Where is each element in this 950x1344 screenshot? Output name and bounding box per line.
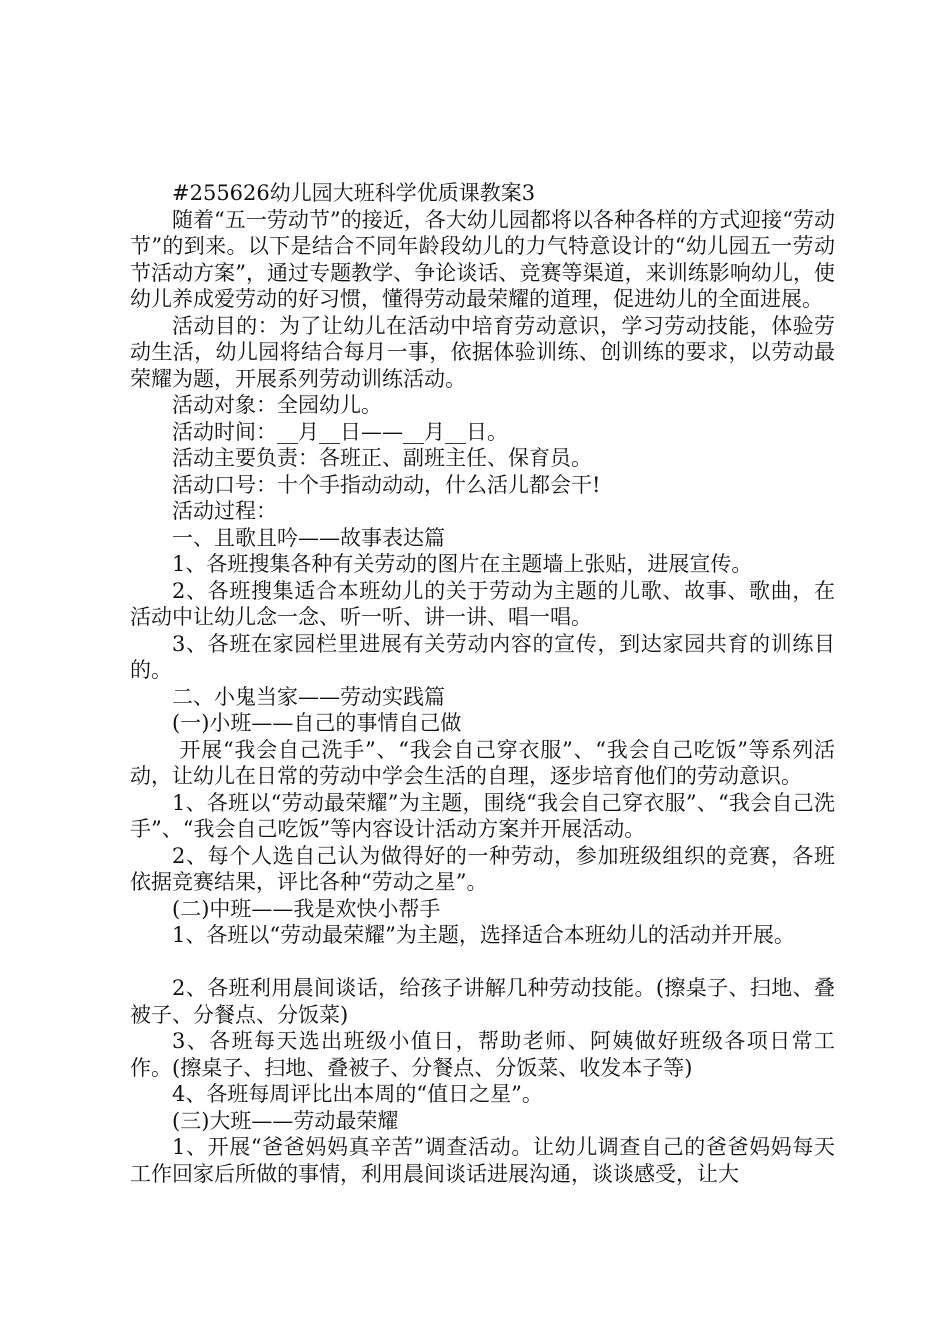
section-one-item-3: 3、各班在家园栏里进展有关劳动内容的宣传，到达家园共育的训练目的。 xyxy=(130,631,835,682)
middle-class-item-3: 3、各班每天选出班级小值日，帮助老师、阿姨做好班级各项日常工作。(擦桌子、扫地、叠被子、分餐点、分饭菜、收发本子等) xyxy=(130,1029,835,1080)
small-class-item-2: 2、每个人选自己认为做得好的一种劳动，参加班级组织的竞赛，各班依据竞赛结果，评比各种“劳动之星”。 xyxy=(130,843,835,894)
small-class-intro: 开展“我会自己洗手”、“我会自己穿衣服”、“我会自己吃饭”等系列活动，让幼儿在日常的劳动中学会生活的自理，逐步培育他们的劳动意识。 xyxy=(130,737,835,788)
section-one-heading: 一、且歌且吟——故事表达篇 xyxy=(172,525,445,550)
section-two-heading: 二、小鬼当家——劳动实践篇 xyxy=(172,684,445,709)
activity-time: 活动时间：__月__日——__月__日。 xyxy=(172,419,508,444)
middle-class-item-2: 2、各班利用晨间谈话，给孩子讲解几种劳动技能。(擦桌子、扫地、叠被子、分餐点、分饭菜) xyxy=(130,976,835,1027)
large-class-item-1: 1、开展“爸爸妈妈真辛苦”调查活动。让幼儿调查自己的爸爸妈妈每天工作回家后所做的事情，利用晨间谈话进展沟通，谈谈感受，让大 xyxy=(130,1135,835,1186)
activity-responsible: 活动主要负责：各班正、副班主任、保育员。 xyxy=(172,446,592,470)
activity-slogan: 活动口号：十个手指动动动，什么活儿都会干! xyxy=(172,472,601,497)
middle-class-heading: (二)中班——我是欢快小帮手 xyxy=(172,896,441,921)
activity-target: 活动对象：全园幼儿。 xyxy=(172,393,382,417)
intro-paragraph: 随着“五一劳动节”的接近，各大幼儿园都将以各种各样的方式迎接“劳动节”的到来。以下是结合不同年龄段幼儿的力气特意设计的“幼儿园五一劳动节活动方案”，通过专题教学、争论谈话、竞赛等渠道，来训练影响幼儿，使幼儿养成爱劳动的好习惯，懂得劳动最荣耀的道理，促进幼儿的全面进展。 xyxy=(130,207,835,311)
blank-line xyxy=(130,949,835,976)
middle-class-item-1: 1、各班以“劳动最荣耀”为主题，选择适合本班幼儿的活动并开展。 xyxy=(172,923,795,947)
activity-process-heading: 活动过程： xyxy=(172,499,277,523)
large-class-heading: (三)大班——劳动最荣耀 xyxy=(172,1108,399,1133)
activity-purpose: 活动目的：为了让幼儿在活动中培育劳动意识，学习劳动技能，体验劳动生活，幼儿园将结合每月一事，依据体验训练、创训练的要求，以劳动最荣耀为题，开展系列劳动训练活动。 xyxy=(130,313,835,391)
document-title: #255626幼儿园大班科学优质课教案3 xyxy=(172,181,536,205)
section-one-item-1: 1、各班搜集各种有关劳动的图片在主题墙上张贴，进展宣传。 xyxy=(172,552,753,576)
document-page xyxy=(130,180,835,1187)
middle-class-item-4: 4、各班每周评比出本周的“值日之星”。 xyxy=(172,1082,543,1106)
small-class-heading: (一)小班——自己的事情自己做 xyxy=(172,711,462,735)
section-one-item-2: 2、各班搜集适合本班幼儿的关于劳动为主题的儿歌、故事、歌曲，在活动中让幼儿念一念、听一听、讲一讲、唱一唱。 xyxy=(130,578,835,629)
small-class-item-1: 1、各班以“劳动最荣耀”为主题，围绕“我会自己穿衣服”、“我会自己洗手”、“我会自己吃饭”等内容设计活动方案并开展活动。 xyxy=(130,790,835,841)
